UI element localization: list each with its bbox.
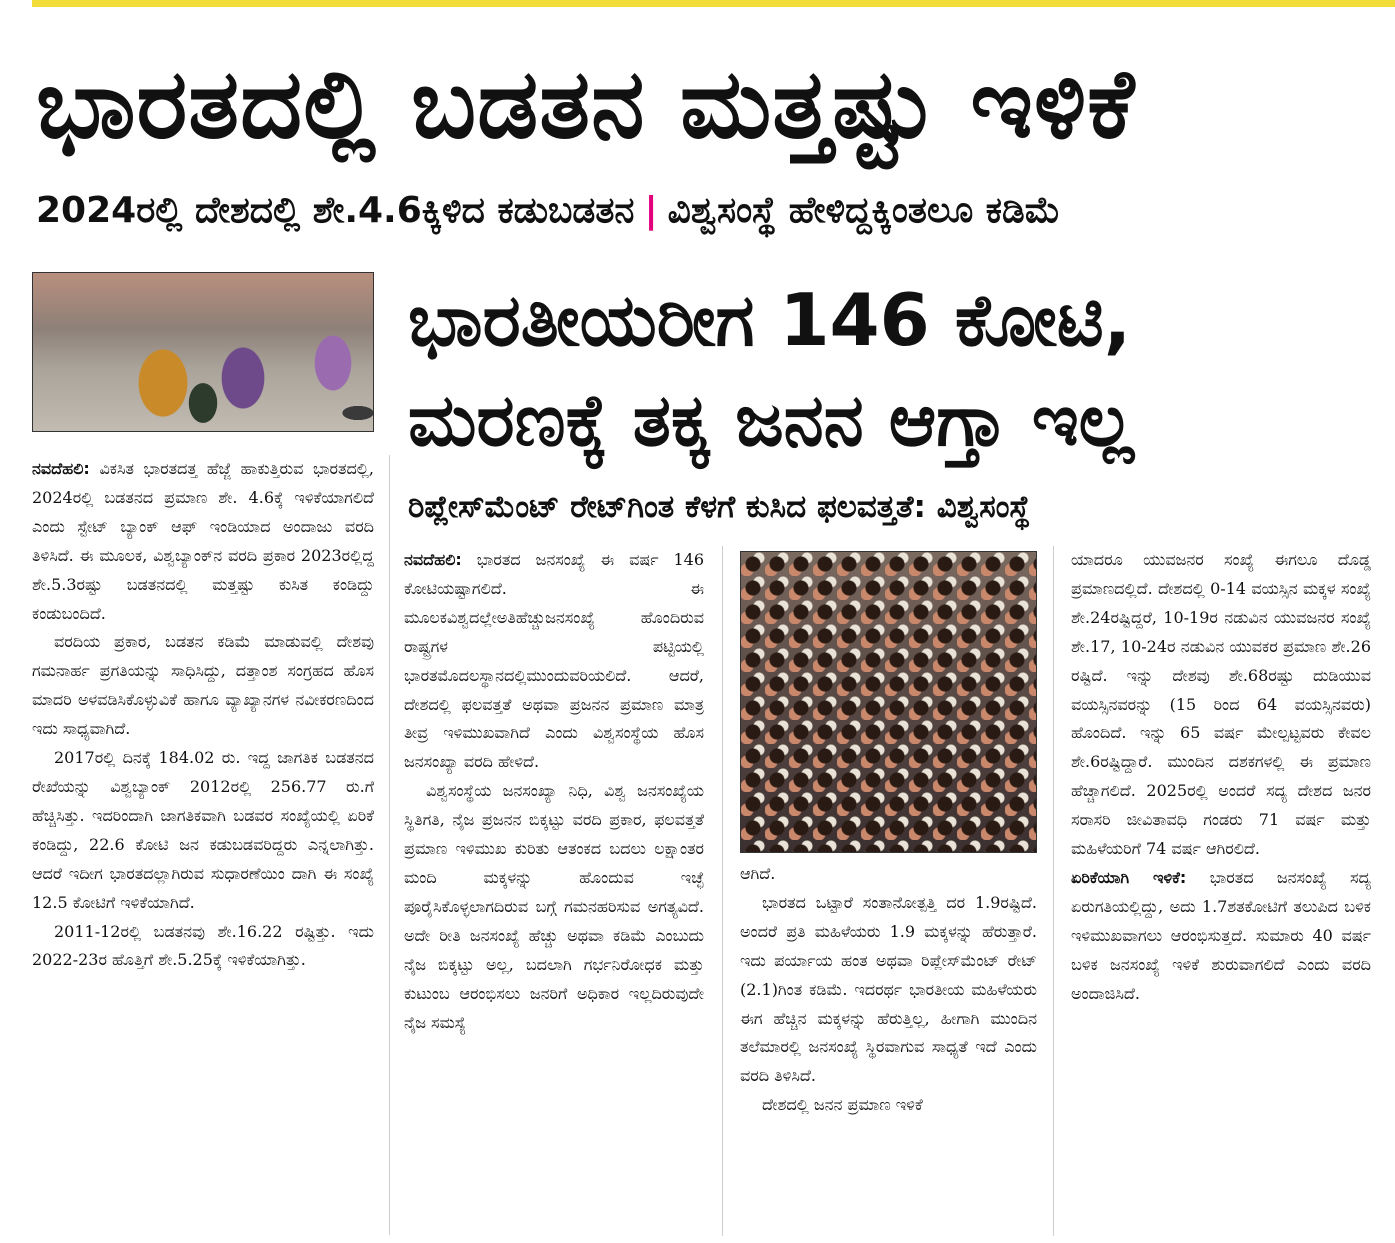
story2-headline	[408, 270, 1378, 470]
main-subheadline	[36, 185, 1366, 237]
story2-p1-text: ಭಾರತದ ಜನಸಂಖ್ಯೆ ಈ ವರ್ಷ 146 ಕೋಟಿಯಷ್ಟಾಗಲಿದೆ. ಈ ಮೂಲಕವಿಶ್ವದಲ್ಲೇಅತಿಹೆಚ್ಚುಜನಸಂಖ್ಯೆ ಹೊಂದಿರುವ ರಾಷ್ಟ್ರಗಳ ಪಟ್ಟಿಯಲ್ಲಿ ಭಾರತಮೊದಲಸ್ಥಾನದಲ್ಲಿಮುಂದುವರಿಯಲಿದೆ. ಆದರೆ, ದೇಶದಲ್ಲಿ ಫಲವತ್ತತೆ ಅಥವಾ ಪ್ರಜನನ ಪ್ರಮಾಣ ಮಾತ್ರ ತೀವ್ರ ಇಳಿಮುಖವಾಗಿದೆ ಎಂದು ವಿಶ್ವಸಂಸ್ಥೆಯ ಹೊಸ ಜನಸಂಖ್ಯಾ ವರದಿ ಹೇಳಿದೆ.	[404, 550, 704, 772]
story2-column-3	[1071, 546, 1371, 1236]
story2-paragraph-1	[404, 546, 704, 777]
column-divider	[722, 546, 723, 1236]
column-divider	[389, 455, 390, 1235]
top-color-rule	[32, 0, 1395, 7]
story1-paragraph-3: 2017ರಲ್ಲಿ ದಿನಕ್ಕೆ 184.02 ರು. ಇದ್ದ ಜಾಗತಿಕ ಬಡತನದ ರೇಖೆಯನ್ನು ವಿಶ್ವಬ್ಯಾಂಕ್ 2012ರಲ್ಲಿ 256.77 ರು.ಗೆ ಹೆಚ್ಚಿಸಿತ್ತು. ಇದರಿಂದಾಗಿ ಜಾಗತಿಕವಾಗಿ ಬಡವರ ಸಂಖ್ಯೆಯಲ್ಲಿ ಏರಿಕೆ ಕಂಡಿದ್ದು, 22.6 ಕೋಟಿ ಜನ ಕಡುಬಡವರಿದ್ದರು ಎನ್ನಲಾಗಿತ್ತು. ಆದರೆ ಇದೀಗ ಭಾರತದಲ್ಲಾಗಿರುವ ಸುಧಾರಣೆಯಿಂ ದಾಗಿ ಈ ಸಂಖ್ಯೆ 12.5 ಕೋಟಿಗೆ ಇಳಿಕೆಯಾಗಿದೆ.	[32, 748, 374, 912]
subheadline-left: 2024ರಲ್ಲಿ ದೇಶದಲ್ಲಿ ಶೇ.4.6ಕ್ಕಿಳಿದ ಕಡುಬಡತನ	[36, 190, 635, 231]
story2-headline-line1: ಭಾರತೀಯರೀಗ 146 ಕೋಟಿ,	[408, 278, 1132, 362]
subheadline-separator: |	[644, 190, 658, 231]
story2-headline-line2: ಮರಣಕ್ಕೆ ತಕ್ಕ ಜನನ ಆಗ್ತಾ ಇಲ್ಲ	[408, 378, 1134, 462]
story1-paragraph-1	[32, 455, 374, 628]
story2-subheadline: ರಿಪ್ಲೇಸ್‌ಮೆಂಟ್ ರೇಟ್‌ಗಿಂತ ಕೆಳಗೆ ಕುಸಿದ ಫಲವತ್ತತೆ: ವಿಶ್ವಸಂಸ್ಥೆ	[408, 489, 1031, 525]
story2-paragraph-6: ಯಾದರೂ ಯುವಜನರ ಸಂಖ್ಯೆ ಈಗಲೂ ದೊಡ್ಡ ಪ್ರಮಾಣದಲ್ಲಿದೆ. ದೇಶದಲ್ಲಿ 0-14 ವಯಸ್ಸಿನ ಮಕ್ಕಳ ಸಂಖ್ಯೆ ಶೇ.24ರಷ್ಟಿದ್ದರೆ, 10-19ರ ನಡುವಿನ ಯುವಜನರ ಸಂಖ್ಯೆ ಶೇ.17, 10-24ರ ನಡುವಿನ ಯುವಕರ ಪ್ರಮಾಣ ಶೇ.26 ರಷ್ಟಿದೆ. ಇನ್ನು ದೇಶವು ಶೇ.68ರಷ್ಟು ದುಡಿಯುವ ವಯಸ್ಸಿನವರನ್ನು (15 ರಿಂದ 64 ವಯಸ್ಸಿನವರು) ಹೊಂದಿದೆ. ಇನ್ನು 65 ವರ್ಷ ಮೇಲ್ಪಟ್ಟವರು ಕೇವಲ ಶೇ.6ರಷ್ಟಿದ್ದಾರೆ. ಮುಂದಿನ ದಶಕಗಳಲ್ಲಿ ಈ ಪ್ರಮಾಣ ಹೆಚ್ಚಾಗಲಿದೆ. 2025ರಲ್ಲಿ ಅಂದರೆ ಸದ್ಯ ದೇಶದ ಜನರ ಸರಾಸರಿ ಜೀವಿತಾವಧಿ ಗಂಡರು 71 ವರ್ಷ ಮತ್ತು ಮಹಿಳೆಯರಿಗೆ 74 ವರ್ಷ ಆಗಿರಲಿದೆ.	[1071, 550, 1371, 859]
story2-paragraph-7	[1071, 864, 1371, 1009]
story1-p1-text: ವಿಕಸಿತ ಭಾರತದತ್ತ ಹೆಜ್ಜೆ ಹಾಕುತ್ತಿರುವ ಭಾರತದಲ್ಲಿ, 2024ರಲ್ಲಿ ಬಡತನದ ಪ್ರಮಾಣ ಶೇ. 4.6ಕ್ಕೆ ಇಳಿಕೆಯಾಗಲಿದೆ ಎಂದು ಸ್ಟೇಟ್ ಬ್ಯಾಂಕ್ ಆಫ್ ಇಂಡಿಯಾದ ಅಂದಾಜು ವರದಿ ತಿಳಿಸಿದೆ. ಈ ಮೂಲಕ, ವಿಶ್ವಬ್ಯಾಂಕ್‌ನ ವರದಿ ಪ್ರಕಾರ 2023ರಲ್ಲಿದ್ದ ಶೇ.5.3ರಷ್ಟು ಬಡತನದಲ್ಲಿ ಮತ್ತಷ್ಟು ಕುಸಿತ ಕಂಡಿದ್ದು ಕಂಡುಬಂದಿದೆ.	[32, 459, 374, 623]
story1-paragraph-2: ವರದಿಯ ಪ್ರಕಾರ, ಬಡತನ ಕಡಿಮೆ ಮಾಡುವಲ್ಲಿ ದೇಶವು ಗಮನಾರ್ಹ ಪ್ರಗತಿಯನ್ನು ಸಾಧಿಸಿದ್ದು, ದತ್ತಾಂಶ ಸಂಗ್ರಹದ ಹೊಸ ಮಾದರಿ ಅಳವಡಿಸಿಕೊಳ್ಳುವಿಕೆ ಹಾಗೂ ವ್ಯಾಖ್ಯಾನಗಳ ನವೀಕರಣದಿಂದ ಇದು ಸಾಧ್ಯವಾಗಿದೆ.	[32, 632, 374, 739]
story2-dateline: ನವದೆಹಲಿ:	[404, 550, 462, 569]
column-divider	[1053, 546, 1054, 1236]
story2-subsection-lead: ಏರಿಕೆಯಾಗಿ ಇಳಿಕೆ:	[1071, 867, 1187, 887]
subheadline-right: ವಿಶ್ವಸಂಸ್ಥೆ ಹೇಳಿದ್ದಕ್ಕಿಂತಲೂ ಕಡಿಮೆ	[667, 190, 1061, 231]
story1-dateline: ನವದೆಹಲಿ:	[32, 459, 90, 478]
story2-column-2	[740, 860, 1037, 1235]
story2-column-1	[404, 546, 704, 1236]
story2-paragraph-4: ಭಾರತದ ಒಟ್ಟಾರೆ ಸಂತಾನೋತ್ಪತ್ತಿ ದರ 1.9ರಷ್ಟಿದೆ. ಅಂದರೆ ಪ್ರತಿ ಮಹಿಳೆಯರು 1.9 ಮಕ್ಕಳನ್ನು ಹೆರುತ್ತಾರೆ. ಇದು ಪರ್ಯಾಯ ಹಂತ ಅಥವಾ ರಿಪ್ಲೇಸ್‌ಮೆಂಟ್ ರೇಟ್ (2.1)ಗಿಂತ ಕಡಿಮೆ. ಇದರರ್ಥ ಭಾರತೀಯ ಮಹಿಳೆಯರು ಈಗ ಹೆಚ್ಚಿನ ಮಕ್ಕಳನ್ನು ಹೆರುತ್ತಿಲ್ಲ, ಹೀಗಾಗಿ ಮುಂದಿನ ತಲೆಮಾರಲ್ಲಿ ಜನಸಂಖ್ಯೆ ಸ್ಥಿರವಾಗುವ ಸಾಧ್ಯತೆ ಇದೆ ಎಂದು ವರದಿ ತಿಳಿಸಿದೆ.	[740, 892, 1037, 1086]
story2-paragraph-3-tail: ಆಗಿದೆ.	[740, 864, 776, 883]
crowd-photo	[740, 551, 1037, 853]
story1-column	[32, 455, 374, 1235]
story2-paragraph-5: ದೇಶದಲ್ಲಿ ಜನನ ಪ್ರಮಾಣ ಇಳಿಕೆ	[762, 1095, 923, 1115]
story1-paragraph-4: 2011-12ರಲ್ಲಿ ಬಡತನವು ಶೇ.16.22 ರಷ್ಟಿತ್ತು. ಇದು 2022-23ರ ಹೊತ್ತಿಗೆ ಶೇ.5.25ಕ್ಕೆ ಇಳಿಕೆಯಾಗಿತ್ತು.	[32, 921, 374, 970]
story2-p7-text: ಭಾರತದ ಜನಸಂಖ್ಯೆ ಸದ್ಯ ಏರುಗತಿಯಲ್ಲಿದ್ದು, ಅದು 1.7ಶತಕೋಟಿಗೆ ತಲುಪಿದ ಬಳಿಕ ಇಳಿಮುಖವಾಗಲು ಆರಂಭಿಸುತ್ತದೆ. ಸುಮಾರು 40 ವರ್ಷ ಬಳಿಕ ಜನಸಂಖ್ಯೆ ಇಳಿಕೆ ಶುರುವಾಗಲಿದೆ ಎಂದು ವರದಿ ಅಂದಾಜಿಸಿದೆ.	[1071, 867, 1371, 1003]
main-headline: ಭಾರತದಲ್ಲಿ ಬಡತನ ಮತ್ತಷ್ಟು ಇಳಿಕೆ	[36, 48, 1136, 160]
story2-paragraph-2: ವಿಶ್ವಸಂಸ್ಥೆಯ ಜನಸಂಖ್ಯಾ ನಿಧಿ, ವಿಶ್ವ ಜನಸಂಖ್ಯೆಯ ಸ್ಥಿತಿಗತಿ, ನೈಜ ಪ್ರಜನನ ಬಿಕ್ಕಟ್ಟು ವರದಿ ಪ್ರಕಾರ, ಫಲವತ್ತತೆ ಪ್ರಮಾಣ ಇಳಿಮುಖ ಕುರಿತು ಆತಂಕದ ಬದಲು ಲಕ್ಷಾಂತರ ಮಂದಿ ಮಕ್ಕಳನ್ನು ಹೊಂದುವ ಇಚ್ಛೆ ಪೂರೈಸಿಕೊಳ್ಳಲಾಗದಿರುವ ಬಗ್ಗೆ ಗಮನಹರಿಸುವ ಅಗತ್ಯವಿದೆ. ಅದೇ ರೀತಿ ಜನಸಂಖ್ಯೆ ಹೆಚ್ಚು ಅಥವಾ ಕಡಿಮೆ ಎಂಬುದು ನೈಜ ಬಿಕ್ಕಟ್ಟು ಅಲ್ಲ, ಬದಲಾಗಿ ಗರ್ಭನಿರೋಧಕ ಮತ್ತು ಕುಟುಂಬ ಆರಂಭಿಸಲು ಜನರಿಗೆ ಅಧಿಕಾರ ಇಲ್ಲದಿರುವುದೇ ನೈಜ ಸಮಸ್ಯೆ	[404, 781, 704, 1032]
poverty-photo	[32, 272, 374, 432]
